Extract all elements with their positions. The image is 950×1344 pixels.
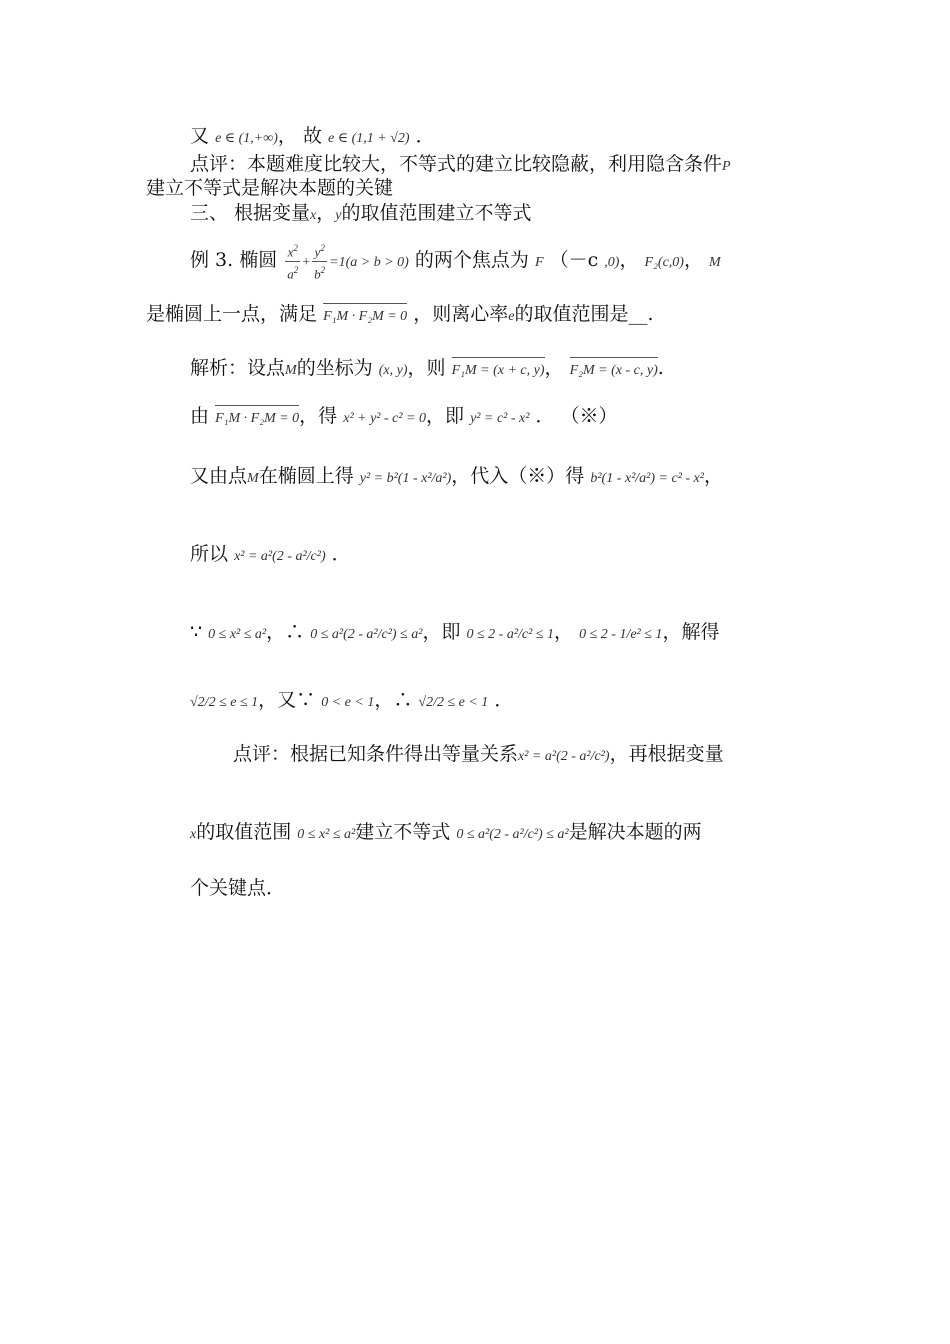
text-line-10 (190, 542, 351, 569)
text-line-11 (190, 620, 719, 647)
math-expression: F₁M · F₂M = 0 (323, 303, 407, 329)
text: ， (544, 357, 564, 379)
text: ． (415, 125, 435, 147)
text-line-15 (190, 876, 285, 900)
math-expression: M (285, 363, 297, 378)
text: ∵ (190, 621, 203, 643)
text: 是解决本题的两 (568, 821, 702, 843)
text-line-9 (190, 464, 723, 491)
text: ，得 (299, 405, 338, 427)
section-heading (190, 201, 532, 228)
text: 的取值范围是__. (514, 303, 654, 325)
text: 建立不等式是解决本题的关键 (146, 177, 394, 199)
text: 个关键点． (190, 877, 286, 899)
math-expression: x² = a²(2 - a²/c²) (518, 749, 610, 764)
text: ，即 (426, 405, 465, 427)
math-expression: 0 ≤ x² ≤ a² (297, 827, 356, 842)
math-expression: F₂M = (x - c, y) (570, 357, 658, 383)
text: 例 3. 椭圆 (190, 249, 278, 271)
math-expression: e ∈ (1,+∞) (215, 131, 278, 146)
math-expression: ,0) (604, 255, 620, 270)
text: 的取值范围 (196, 821, 292, 843)
math-expression: P (722, 159, 731, 174)
text: 又由点 (190, 465, 248, 487)
text: 是椭圆上一点，满足 (146, 303, 318, 325)
text-line-12 (190, 688, 513, 715)
text: ，解得 (662, 621, 720, 643)
text: ， (683, 249, 703, 271)
text: ，则离心率 (413, 303, 509, 325)
math-expression: M (709, 255, 721, 270)
text: 点评：本题难度比较大，不等式的建立比较隐蔽，利用隐含条件 (190, 153, 723, 175)
text: 建立不等式 (355, 821, 451, 843)
math-expression: √2/2 ≤ e ≤ 1 (190, 695, 259, 710)
text: （－c (549, 249, 599, 271)
math-expression: y² = c² - x² (470, 411, 530, 426)
math-expression: 0 ≤ 2 - 1/e² ≤ 1 (579, 627, 663, 642)
math-expression: F₁M · F₂M = 0 (215, 405, 299, 431)
text: ，再根据变量 (609, 743, 724, 765)
text: 在椭圆上得 (258, 465, 354, 487)
text-line-14 (190, 820, 702, 847)
text: 由 (190, 405, 210, 427)
text: 解析：设点 (190, 357, 286, 379)
text: ． (331, 543, 351, 565)
math-expression: F (534, 255, 544, 270)
math-expression: F₂(c,0) (644, 255, 684, 270)
math-expression: 0 ≤ a²(2 - a²/c²) ≤ a² (456, 827, 569, 842)
text: 的取值范围建立不等式 (341, 202, 532, 224)
text: 所以 (190, 543, 229, 565)
math-expression: 0 < e < 1 (321, 695, 375, 710)
math-expression: M (247, 471, 259, 486)
text: ，∴ (266, 621, 305, 643)
math-expression: (x, y) (378, 363, 408, 378)
text: ，∴ (374, 689, 413, 711)
text: 三、 根据变量 (190, 202, 311, 224)
math-expression: y (335, 208, 342, 223)
math-expression: 0 ≤ x² ≤ a² (208, 627, 267, 642)
text: ， (703, 465, 723, 487)
text: ，又∵ (258, 689, 316, 711)
math-expression: e (508, 309, 515, 324)
text: ， (316, 202, 336, 224)
math-expression: √2/2 ≤ e < 1 (418, 695, 489, 710)
text: 点评：根据已知条件得出等量关系 (233, 743, 519, 765)
text: ， (619, 249, 639, 271)
math-expression: x (310, 208, 317, 223)
math-expression: b²(1 - x²/a²) = c² - x² (590, 471, 704, 486)
text: 又 (190, 125, 210, 147)
fraction: $\frac{x^2}{a^2}$ (285, 240, 300, 282)
text-line-13 (233, 742, 724, 769)
math-expression: e ∈ (1,1 + √2) (328, 131, 410, 146)
text: ，即 (422, 621, 461, 643)
text-line-5: 例 3. 椭圆 $\frac{x^2}{a^2}$ + $\frac{y^2}{b^2}$ =1(a > b > 0) 的两个焦点为 F （－c ,0)， F₂(c,0)， M (190, 240, 721, 283)
math-expression: 0 ≤ a²(2 - a²/c²) ≤ a² (310, 627, 423, 642)
math-expression: 0 ≤ 2 - a²/c² ≤ 1 (466, 627, 555, 642)
math-expression: F₁M = (x + c, y) (452, 357, 545, 383)
text-line-8 (190, 404, 618, 431)
text-line-3 (146, 176, 393, 200)
fraction: $\frac{y^2}{b^2}$ (312, 240, 327, 282)
text-line-2 (190, 152, 731, 179)
text: 的两个焦点为 (414, 249, 529, 271)
text-line-1 (190, 124, 435, 151)
text: ， 故 (277, 125, 322, 147)
math-expression: =1(a > b > 0) (329, 255, 409, 270)
text: ， (554, 621, 574, 643)
math-expression: x (190, 827, 197, 842)
text: . (657, 357, 664, 379)
text: 的坐标为 (296, 357, 373, 379)
math-expression: x² = a²(2 - a²/c²) (234, 549, 326, 564)
text-line-7 (190, 356, 664, 383)
text: ，则 (407, 357, 446, 379)
text-line-6 (146, 302, 654, 329)
text: ． (494, 689, 514, 711)
text: ． （※） (535, 405, 618, 427)
math-expression: x² + y² - c² = 0 (343, 411, 427, 426)
text: ，代入（※）得 (451, 465, 585, 487)
math-expression: y² = b²(1 - x²/a²) (359, 471, 452, 486)
